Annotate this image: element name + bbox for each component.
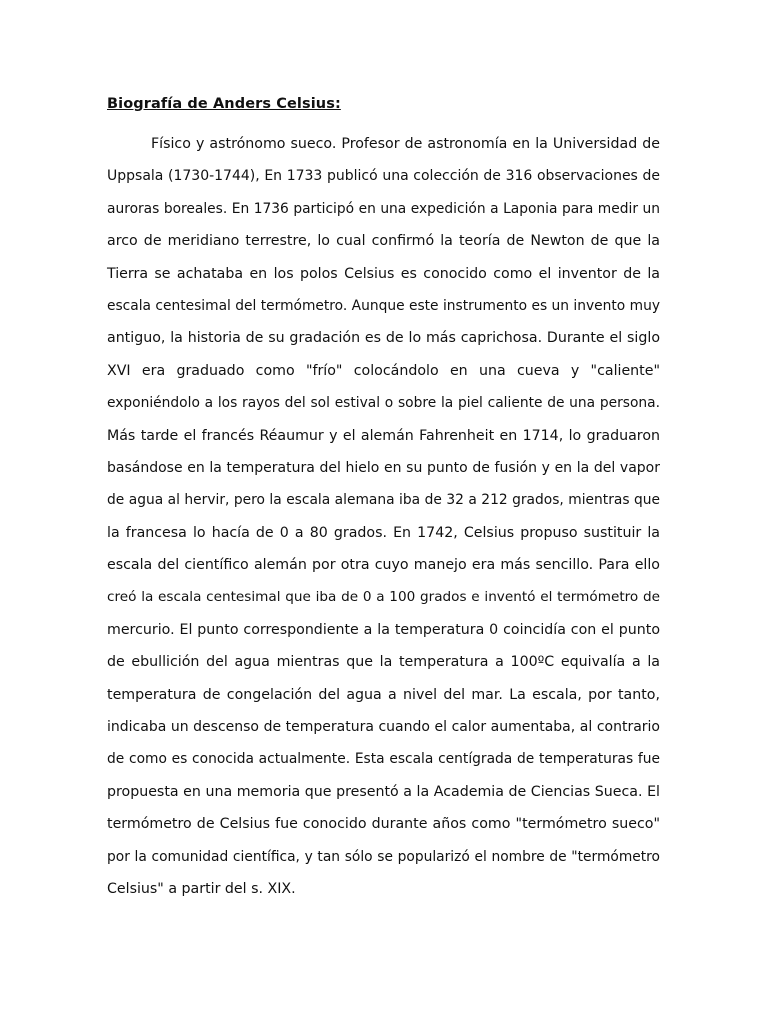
paragraph-line-5: Tierra se achataba en los polos Celsius es conocido como el inventor de la bbox=[107, 265, 660, 282]
paragraph-line-8: XVI era graduado como "frío" colocándolo en una cueva y "caliente" bbox=[107, 362, 660, 379]
paragraph-line-16: mercurio. El punto correspondiente a la temperatura 0 coincidía con el punto bbox=[107, 621, 660, 638]
paragraph-line-4: arco de meridiano terrestre, lo cual confirmó la teoría de Newton de que la bbox=[107, 233, 660, 250]
paragraph-line-18: temperatura de congelación del agua a nivel del mar. La escala, por tanto, bbox=[107, 686, 660, 703]
paragraph-line-3: auroras boreales. En 1736 participó en una expedición a Laponia para medir un bbox=[107, 200, 660, 217]
paragraph-line-1: Físico y astrónomo sueco. Profesor de astronomía en la Universidad de bbox=[151, 136, 660, 152]
paragraph-line-24: Celsius" a partir del s. XIX. bbox=[107, 880, 296, 897]
paragraph-line-7: antiguo, la historia de su gradación es de lo más caprichosa. Durante el siglo bbox=[107, 330, 660, 347]
paragraph-line-12: de agua al hervir, pero la escala alemana iba de 32 a 212 grados, mientras que bbox=[107, 492, 660, 509]
paragraph-line-19: indicaba un descenso de temperatura cuando el calor aumentaba, al contrario bbox=[107, 719, 660, 736]
paragraph-line-9: exponiéndolo a los rayos del sol estival o sobre la piel caliente de una persona. bbox=[107, 395, 660, 412]
paragraph-line-11: basándose en la temperatura del hielo en su punto de fusión y en la del vapor bbox=[107, 459, 660, 476]
paragraph-line-21: propuesta en una memoria que presentó a la Academia de Ciencias Sueca. El bbox=[107, 783, 660, 800]
paragraph-line-13: la francesa lo hacía de 0 a 80 grados. En 1742, Celsius propuso sustituir la bbox=[107, 524, 660, 541]
paragraph-line-2: Uppsala (1730-1744), En 1733 publicó una colección de 316 observaciones de bbox=[107, 168, 660, 185]
paragraph-line-20: de como es conocida actualmente. Esta escala centígrada de temperaturas fue bbox=[107, 751, 660, 768]
paragraph-line-17: de ebullición del agua mientras que la temperatura a 100ºC equivalía a la bbox=[107, 654, 660, 671]
paragraph-line-22: termómetro de Celsius fue conocido durante años como "termómetro sueco" bbox=[107, 816, 660, 833]
document-title: Biografía de Anders Celsius: bbox=[107, 96, 341, 112]
paragraph-line-10: Más tarde el francés Réaumur y el alemán Fahrenheit en 1714, lo graduaron bbox=[107, 427, 660, 444]
paragraph-line-14: escala del científico alemán por otra cuyo manejo era más sencillo. Para ello bbox=[107, 557, 660, 574]
paragraph-line-23: por la comunidad científica, y tan sólo se popularizó el nombre de "termómetro bbox=[107, 848, 660, 865]
biography-paragraph bbox=[107, 128, 660, 905]
paragraph-line-15: creó la escala centesimal que iba de 0 a 100 grados e inventó el termómetro de bbox=[107, 589, 660, 606]
paragraph-line-6: escala centesimal del termómetro. Aunque este instrumento es un invento muy bbox=[107, 297, 660, 314]
